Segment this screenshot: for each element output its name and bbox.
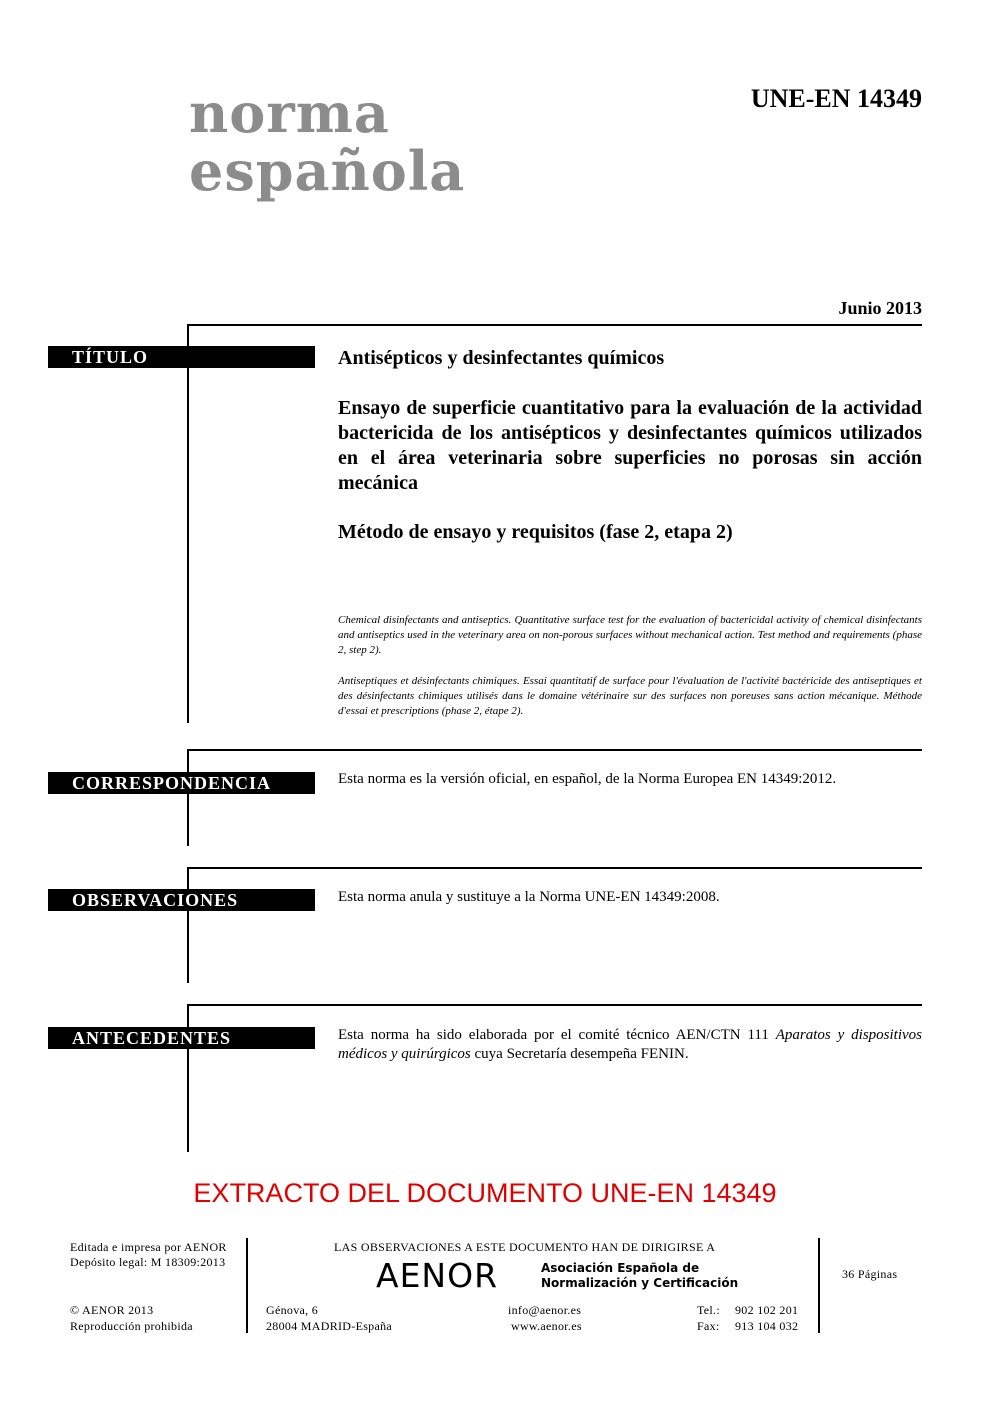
footer-divider-left	[246, 1238, 248, 1333]
reproduction-notice: Reproducción prohibida	[70, 1319, 193, 1333]
vertical-rule-correspondencia	[187, 749, 189, 846]
standard-number: UNE-EN 14349	[750, 84, 922, 113]
english-title: Chemical disinfectants and antiseptics. Quantitative surface test for the evaluation of bactericidal activity of chemical disinfectants and antiseptics used in the veterinary area on non-porous surfaces without mechanical action. Test method and requirements (phase 2, step 2).	[338, 614, 922, 656]
website-link[interactable]: www.aenor.es	[511, 1319, 582, 1333]
label-correspondencia: CORRESPONDENCIA	[48, 772, 315, 794]
divider-correspondencia	[187, 749, 922, 751]
french-title: Antiseptiques et désinfectants chimiques. Essai quantitatif de surface pour l'évaluation de l'activité bactéricide des antiseptiques et des désinfectants chimiques utilisés dans le domaine vétérinaire sur des surfaces non poreuses sans action mécanique. Méthode d'essai et prescriptions (phase 2, étape 2).	[338, 675, 922, 717]
footer-divider-right	[818, 1238, 820, 1333]
divider-observaciones	[187, 867, 922, 869]
brand-title	[189, 81, 466, 203]
antecedentes-text	[338, 1026, 922, 1064]
edited-by: Editada e impresa por AENOR	[70, 1240, 227, 1254]
main-title: Antisépticos y desinfectantes químicos	[338, 347, 665, 369]
publication-date: Junio 2013	[838, 298, 922, 318]
correspondencia-text: Esta norma es la versión oficial, en español, de la Norma Europea EN 14349:2012.	[338, 771, 837, 787]
vertical-rule-observaciones	[187, 867, 189, 983]
committee-name: Aparatos y dispositivos médicos y quirúrgicos	[338, 1027, 922, 1062]
aenor-org-name	[541, 1261, 738, 1291]
method-title: Método de ensayo y requisitos (fase 2, etapa 2)	[338, 521, 733, 543]
label-antecedentes: ANTECEDENTES	[48, 1027, 315, 1049]
address-line-2: 28004 MADRID-España	[266, 1319, 393, 1333]
divider-antecedentes	[187, 1004, 922, 1006]
address-line-1: Génova, 6	[266, 1303, 319, 1317]
extract-watermark: EXTRACTO DEL DOCUMENTO UNE-EN 14349	[193, 1178, 777, 1208]
fax-value: 913 104 032	[735, 1319, 799, 1333]
divider-titulo	[187, 324, 922, 326]
label-titulo: TÍTULO	[48, 346, 315, 368]
email-link[interactable]: info@aenor.es	[508, 1303, 582, 1317]
tel-label: Tel.:	[697, 1303, 720, 1317]
vertical-rule-titulo	[187, 324, 189, 723]
observaciones-text: Esta norma anula y sustituye a la Norma UNE-EN 14349:2008.	[338, 889, 720, 905]
brand-line-1: norma	[189, 81, 390, 145]
antecedentes-text-end: cuya Secretaría desempeña FENIN.	[470, 1046, 689, 1062]
org-name-line-1: Asociación Española de	[541, 1261, 700, 1275]
page-count: 36 Páginas	[842, 1267, 898, 1281]
observations-notice: LAS OBSERVACIONES A ESTE DOCUMENTO HAN DE DIRIGIRSE A	[334, 1240, 716, 1254]
subtitle: Ensayo de superficie cuantitativo para la evaluación de la actividad bactericida de los antisépticos y desinfectantes químicos utilizados en el área veterinaria sobre superficies no porosas sin acción mecánica	[338, 397, 922, 494]
aenor-logo: AENOR	[376, 1256, 499, 1295]
tel-value: 902 102 201	[735, 1303, 799, 1317]
label-observaciones: OBSERVACIONES	[48, 889, 315, 911]
copyright: © AENOR 2013	[70, 1303, 154, 1317]
antecedentes-text-start: Esta norma ha sido elaborada por el comité técnico AEN/CTN 111	[338, 1027, 776, 1043]
org-name-line-2: Normalización y Certificación	[541, 1276, 739, 1290]
brand-line-2: española	[189, 139, 466, 203]
fax-label: Fax:	[697, 1319, 720, 1333]
legal-deposit: Depósito legal: M 18309:2013	[70, 1255, 226, 1269]
